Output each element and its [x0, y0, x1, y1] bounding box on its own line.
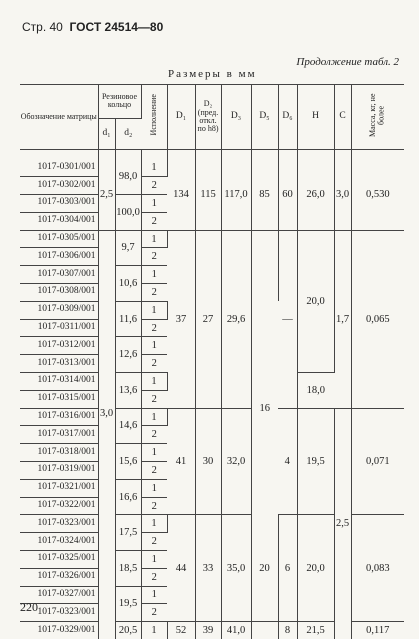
table-row: 1017-0321/001 16,6 1: [20, 479, 404, 497]
dimensions-table: [20, 84, 404, 639]
col-designation: Обозначение матрицы: [20, 85, 98, 150]
col-D1: D₁: [167, 85, 195, 150]
table-row: 1017-0318/001 15,6 1: [20, 444, 404, 462]
page-header: [22, 20, 163, 34]
page-label: Стр. 40: [22, 20, 63, 34]
table-row: 1017-0316/001 3,0 14,6 1 41 30 32,0 4 19,5 2,5 0,071: [20, 408, 404, 426]
continuation-note: Продолжение табл. 2: [296, 56, 399, 68]
table-row: 1017-0322/001 2: [20, 497, 404, 515]
table-row: 1017-0326/001 2: [20, 568, 404, 586]
table-title: Размеры в мм: [168, 68, 257, 80]
table-row: 1017-0312/001 12,6 1: [20, 337, 404, 355]
table-row: 1017-0319/001 2: [20, 462, 404, 480]
table-row: 1017-0317/001 2: [20, 426, 404, 444]
col-execution: Исполнение: [141, 85, 167, 150]
table-row: 1017-0309/001 11,6 1 16: [20, 301, 404, 319]
table-row: 1017-0307/001 10,6 1: [20, 266, 404, 284]
col-H: H: [297, 85, 334, 150]
table-row: 1017-0304/001 2: [20, 212, 404, 230]
col-mass: Масса, кг, не более: [351, 85, 404, 150]
table-row: 1017-0302/001 2: [20, 177, 404, 195]
col-D3: D₃: [221, 85, 251, 150]
table-row: 1017-0323/001 2: [20, 604, 404, 622]
table-row: 1017-0324/001 2: [20, 533, 404, 551]
table-row: 1017-0329/001 20,5 1 52 39 41,0 8 21,5 0,117: [20, 622, 404, 639]
table-row: 1017-0305/001 9,7 1 37 27 29,6 — 20,0 1,7 0,065: [20, 230, 404, 248]
table-row: 1017-0308/001 2: [20, 284, 404, 302]
col-rubber-ring: Резиновое кольцо: [98, 85, 141, 119]
table-row: 1017-0313/001 2: [20, 355, 404, 373]
col-D2: D₂ (пред. откл. по h8): [195, 85, 221, 150]
table-row: 1017-0325/001 18,5 1: [20, 551, 404, 569]
table-row: 1017-0301/001 2,5 98,0 1 134 115 117,0 85 60 26,0 3,0 0,530: [20, 159, 404, 176]
table-row: 1017-0314/001 13,6 1 18,0: [20, 373, 404, 391]
standard-number: ГОСТ 24514—80: [69, 20, 164, 34]
table-row: 1017-0327/001 19,5 1: [20, 586, 404, 604]
col-D6: D₆: [278, 85, 297, 150]
table-row: 1017-0303/001 100,0 1: [20, 195, 404, 213]
table-row: 1017-0311/001 2: [20, 319, 404, 337]
col-C: C: [334, 85, 351, 150]
col-d1: d₁: [98, 118, 115, 149]
table-row: 1017-0315/001 2: [20, 390, 404, 408]
col-D5: D₅: [251, 85, 278, 150]
page-number: 220: [20, 600, 38, 614]
table-row: 1017-0323/001 17,5 1 44 33 35,0 20 6 20,0 0,083: [20, 515, 404, 533]
table-row: 1017-0306/001 2: [20, 248, 404, 266]
col-d2: d₂: [115, 118, 141, 149]
